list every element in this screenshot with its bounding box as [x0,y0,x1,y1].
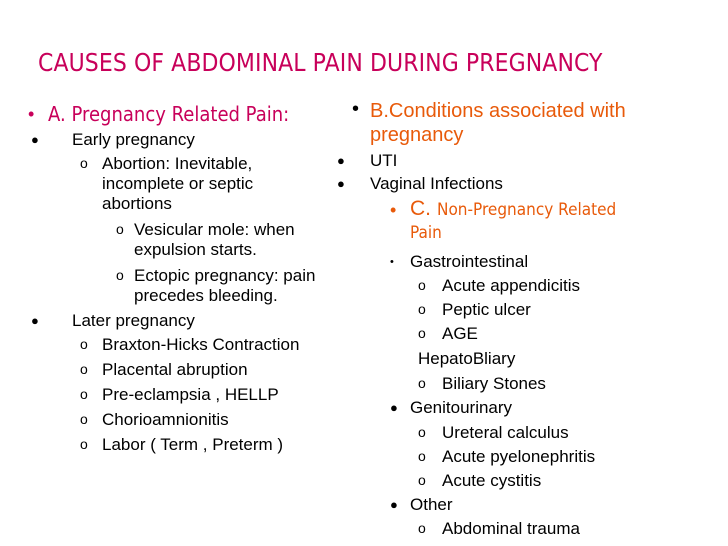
circle-bullet-icon: o [418,472,426,488]
hepatobiliary-label: HepatoBliary [418,349,516,368]
mole-line-1: Vesicular mole: when [134,220,295,239]
circle-bullet-icon: o [418,520,426,536]
disc-bullet-icon: ● [390,497,398,512]
mole-line-2: expulsion starts. [134,240,257,259]
circle-bullet-icon: o [418,277,426,293]
other-label: Other [410,495,453,514]
circle-bullet-icon: o [116,221,124,237]
circle-bullet-icon: o [418,325,426,341]
circle-bullet-icon: o [418,448,426,464]
section-b-heading-line-2: pregnancy [370,124,464,146]
later-item: Braxton-Hicks Contraction [102,335,300,354]
later-item: Placental abruption [102,360,248,379]
disc-bullet-icon: ● [337,153,345,168]
gi-item: Peptic ulcer [442,300,531,319]
section-a-heading: A. Pregnancy Related Pain: [48,102,290,126]
circle-bullet-icon: o [418,375,426,391]
later-item: Labor ( Term , Preterm ) [102,435,284,454]
circle-bullet-icon: o [80,336,88,352]
gu-item: Acute pyelonephritis [442,447,596,466]
round-bullet-icon: • [28,104,35,124]
disc-bullet-icon: ● [337,176,345,191]
circle-bullet-icon: o [80,386,88,402]
gu-item: Ureteral calculus [442,423,569,442]
circle-bullet-icon: o [418,424,426,440]
gu-label: Genitourinary [410,398,513,417]
section-c-title: Non-Pregnancy Related [436,200,617,220]
later-pregnancy-label: Later pregnancy [72,311,195,330]
disc-bullet-icon: ● [390,400,398,415]
section-c-prefix: C. [410,197,437,220]
section-b-heading-line-1: B.Conditions associated with [370,100,626,122]
ectopic-line-2: precedes bleeding. [134,286,278,305]
early-pregnancy-label: Early pregnancy [72,130,195,149]
later-item: Pre-eclampsia , HELLP [102,385,279,404]
hepato-item: Biliary Stones [442,374,546,393]
gu-item: Acute cystitis [442,471,542,490]
b-item-vaginal: Vaginal Infections [370,174,503,193]
circle-bullet-icon: o [80,411,88,427]
circle-bullet-icon: o [80,436,88,452]
abortion-line-3: abortions [102,194,172,213]
round-bullet-icon: • [390,200,397,220]
later-item: Chorioamnionitis [102,410,229,429]
circle-bullet-icon: o [418,301,426,317]
other-item: Abdominal trauma [442,519,580,538]
section-c-heading-line-2: Pain [410,223,442,243]
circle-bullet-icon: o [80,361,88,377]
circle-bullet-icon: o [80,155,88,171]
ectopic-line-1: Ectopic pregnancy: pain [134,266,316,285]
gi-item: AGE [442,324,478,343]
abortion-line-2: incomplete or septic [102,174,254,193]
gi-label: Gastrointestinal [410,252,529,271]
circle-bullet-icon: o [116,267,124,283]
abortion-line-1: Abortion: Inevitable, [102,154,253,173]
disc-bullet-icon: ● [31,132,39,147]
gi-item: Acute appendicitis [442,276,580,295]
round-bullet-icon: • [390,256,394,268]
round-bullet-icon: • [352,98,360,120]
section-c-heading-line-1 [410,197,636,223]
disc-bullet-icon: ● [31,313,39,328]
b-item-uti: UTI [370,151,398,170]
slide-title: CAUSES OF ABDOMINAL PAIN DURING PREGNANCY [38,48,603,77]
